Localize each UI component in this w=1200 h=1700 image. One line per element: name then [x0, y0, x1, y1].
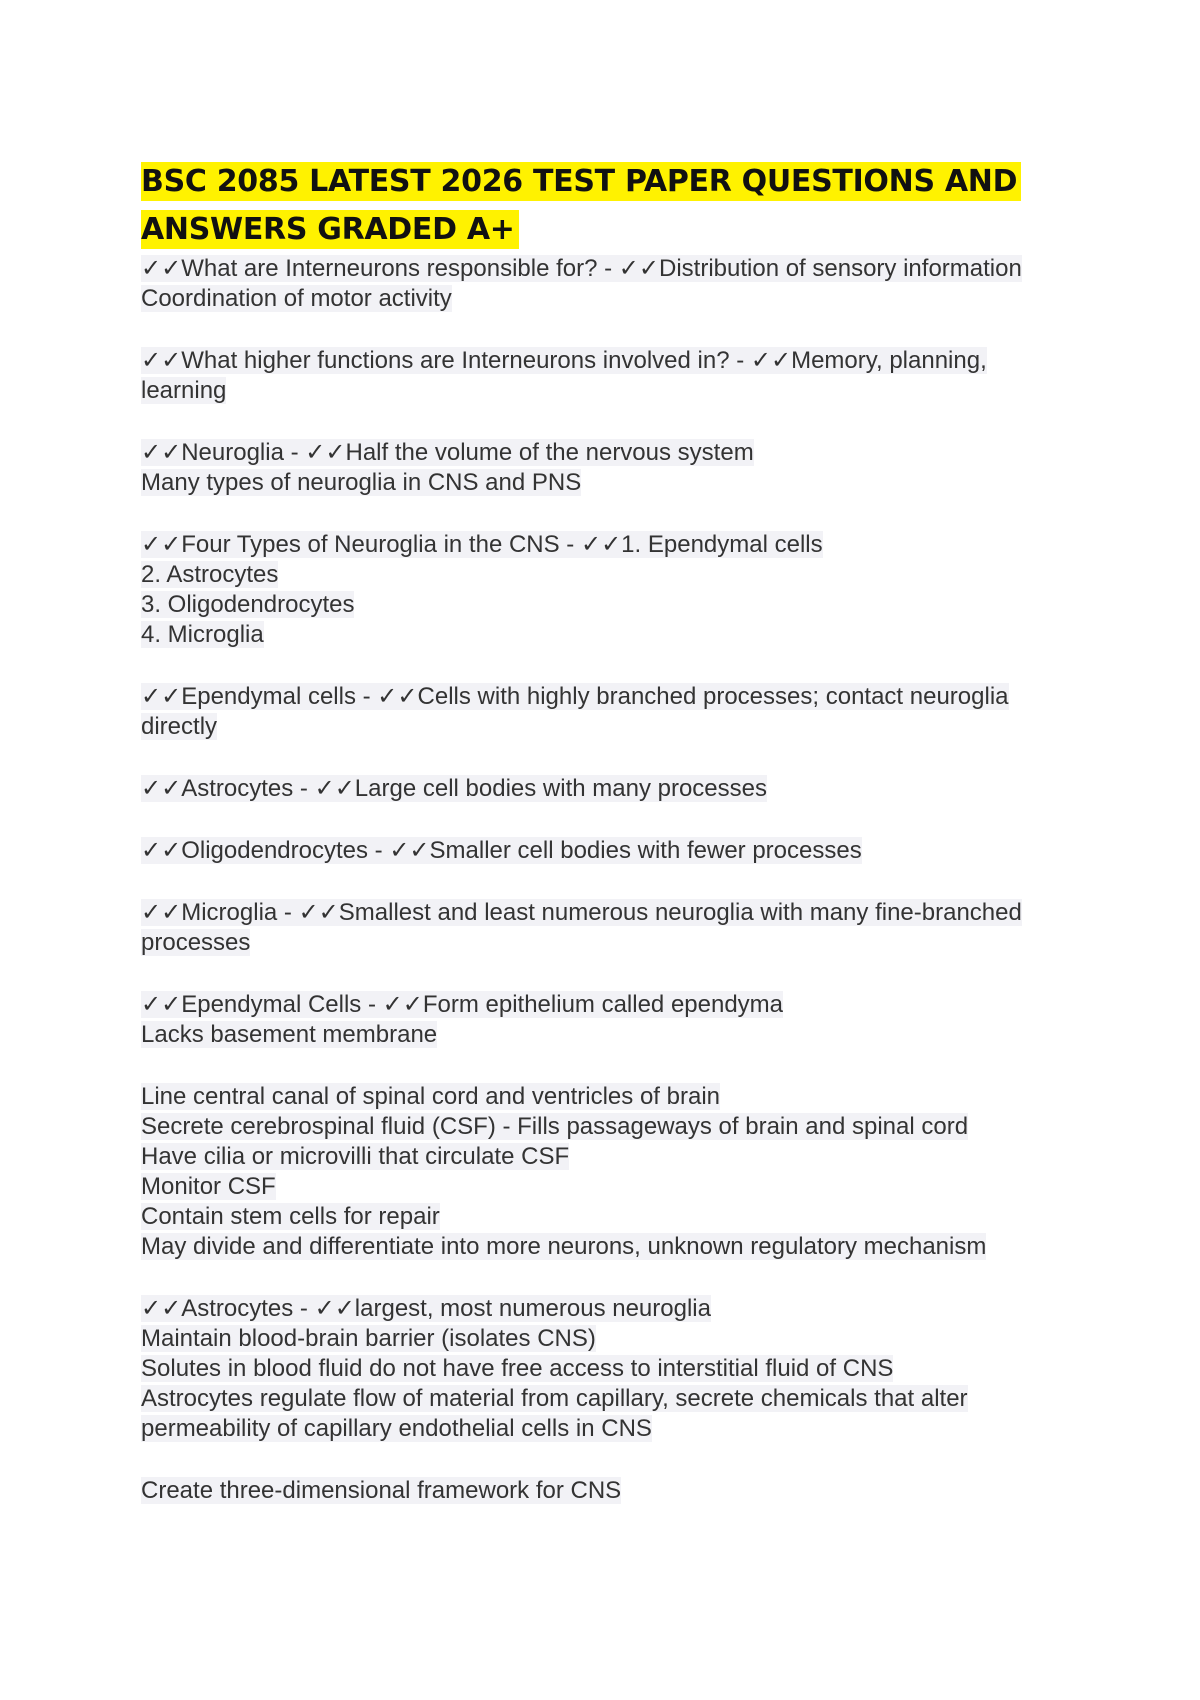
- block-spacer: [141, 1444, 1041, 1476]
- qa-line: directly: [141, 713, 218, 740]
- block-spacer: [141, 314, 1041, 346]
- qa-line: ✓✓Oligodendrocytes - ✓✓Smaller cell bodies with fewer processes: [141, 837, 862, 864]
- qa-block: [141, 836, 1041, 866]
- qa-line: Many types of neuroglia in CNS and PNS: [141, 469, 582, 496]
- qa-line: Astrocytes regulate flow of material from capillary, secrete chemicals that alter: [141, 1385, 968, 1412]
- block-spacer: [141, 958, 1041, 990]
- block-spacer: [141, 650, 1041, 682]
- document-page: [141, 158, 1041, 1506]
- title-line-1: BSC 2085 LATEST 2026 TEST PAPER QUESTIONS AND: [141, 162, 1021, 201]
- qa-line: Solutes in blood fluid do not have free access to interstitial fluid of CNS: [141, 1355, 894, 1382]
- qa-line: permeability of capillary endothelial cells in CNS: [141, 1415, 652, 1442]
- qa-line: ✓✓Astrocytes - ✓✓largest, most numerous neuroglia: [141, 1295, 711, 1322]
- qa-block: [141, 438, 1041, 498]
- qa-line: processes: [141, 929, 251, 956]
- qa-line: Secrete cerebrospinal fluid (CSF) - Fills passageways of brain and spinal cord: [141, 1113, 969, 1140]
- title-line-2: ANSWERS GRADED A+: [141, 210, 519, 249]
- qa-block: [141, 774, 1041, 804]
- qa-line: learning: [141, 377, 227, 404]
- block-spacer: [141, 1050, 1041, 1082]
- qa-block: [141, 254, 1041, 314]
- qa-line: ✓✓Neuroglia - ✓✓Half the volume of the nervous system: [141, 439, 754, 466]
- qa-line: Lacks basement membrane: [141, 1021, 438, 1048]
- qa-line: Monitor CSF: [141, 1173, 276, 1200]
- qa-block: [141, 898, 1041, 958]
- qa-block: [141, 530, 1041, 650]
- qa-line: ✓✓What are Interneurons responsible for? - ✓✓Distribution of sensory information: [141, 255, 1022, 282]
- qa-line: ✓✓Microglia - ✓✓Smallest and least numerous neuroglia with many fine-branched: [141, 899, 1022, 926]
- qa-block: [141, 1082, 1041, 1262]
- qa-line: ✓✓Astrocytes - ✓✓Large cell bodies with many processes: [141, 775, 768, 802]
- qa-line: Contain stem cells for repair: [141, 1203, 440, 1230]
- document-title: [141, 158, 1041, 254]
- qa-content: [141, 254, 1041, 1506]
- qa-block: [141, 346, 1041, 406]
- qa-line: Create three-dimensional framework for CNS: [141, 1477, 622, 1504]
- qa-block: [141, 1294, 1041, 1444]
- qa-line: ✓✓Four Types of Neuroglia in the CNS - ✓✓1. Ependymal cells: [141, 531, 823, 558]
- qa-line: Maintain blood-brain barrier (isolates CNS): [141, 1325, 596, 1352]
- qa-line: Coordination of motor activity: [141, 285, 452, 312]
- qa-block: [141, 990, 1041, 1050]
- qa-line: May divide and differentiate into more neurons, unknown regulatory mechanism: [141, 1233, 987, 1260]
- qa-line: 2. Astrocytes: [141, 561, 279, 588]
- qa-block: [141, 682, 1041, 742]
- block-spacer: [141, 406, 1041, 438]
- block-spacer: [141, 498, 1041, 530]
- qa-line: 4. Microglia: [141, 621, 264, 648]
- block-spacer: [141, 1262, 1041, 1294]
- qa-line: ✓✓Ependymal Cells - ✓✓Form epithelium called ependyma: [141, 991, 784, 1018]
- block-spacer: [141, 804, 1041, 836]
- qa-line: Line central canal of spinal cord and ventricles of brain: [141, 1083, 720, 1110]
- qa-block: [141, 1476, 1041, 1506]
- block-spacer: [141, 742, 1041, 774]
- qa-line: ✓✓What higher functions are Interneurons involved in? - ✓✓Memory, planning,: [141, 347, 987, 374]
- block-spacer: [141, 866, 1041, 898]
- qa-line: 3. Oligodendrocytes: [141, 591, 355, 618]
- qa-line: ✓✓Ependymal cells - ✓✓Cells with highly branched processes; contact neuroglia: [141, 683, 1009, 710]
- qa-line: Have cilia or microvilli that circulate CSF: [141, 1143, 570, 1170]
